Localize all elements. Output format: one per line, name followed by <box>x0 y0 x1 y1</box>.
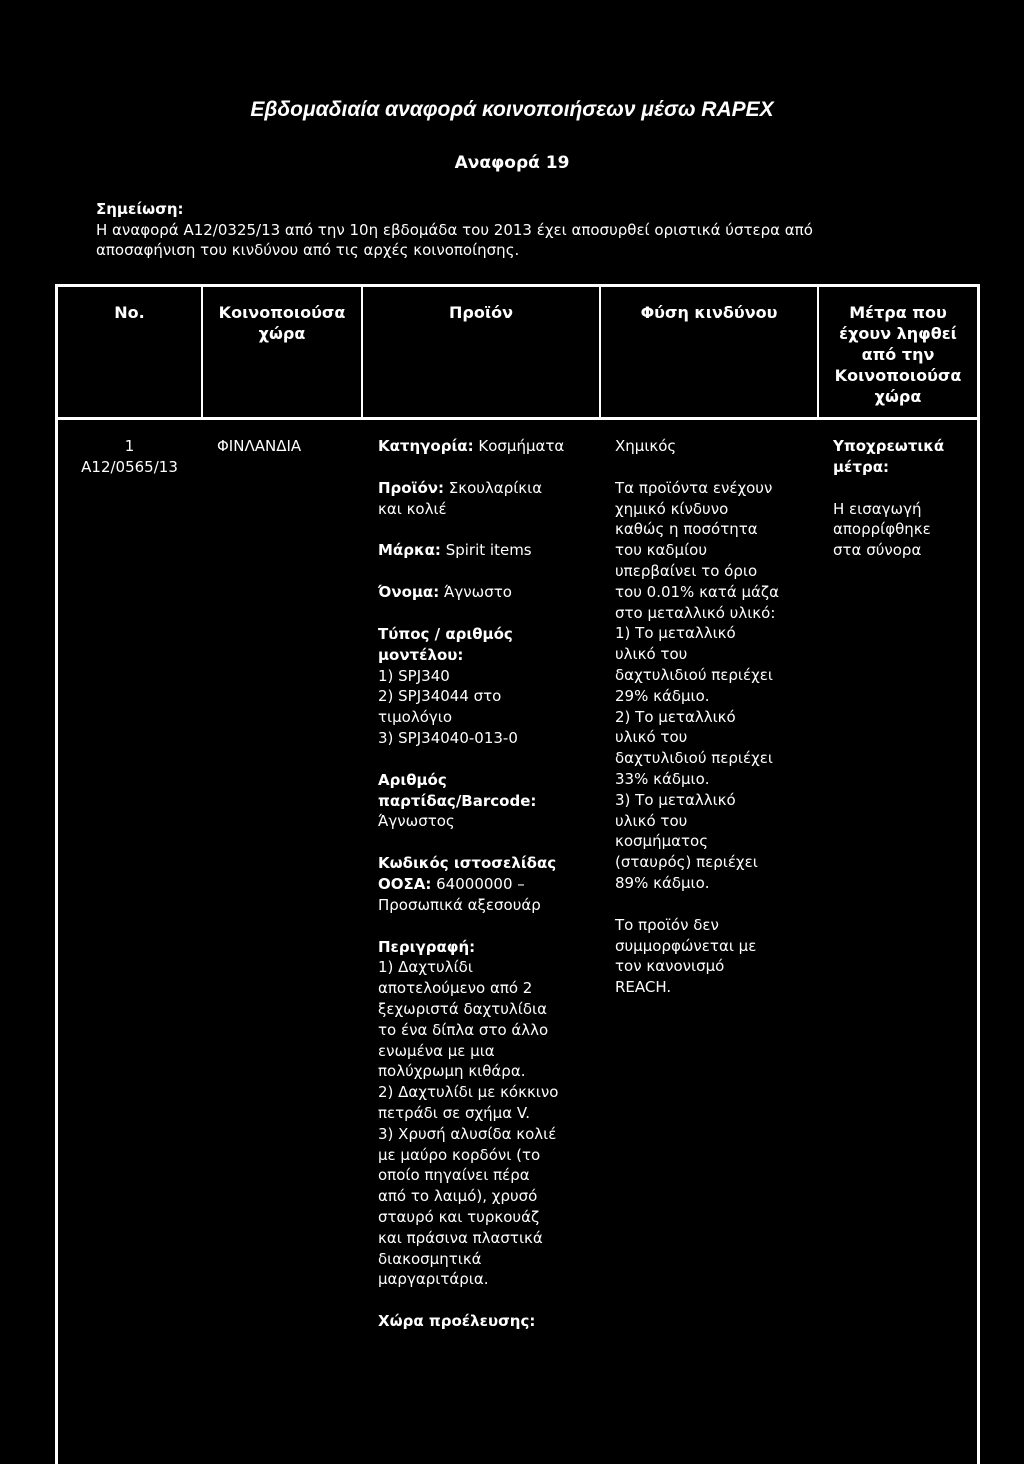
risk-line: κοσμήματος <box>615 832 709 851</box>
measures-label: μέτρα: <box>833 457 890 476</box>
header-measures-label: έχουν ληφθεί <box>839 324 957 343</box>
reach-line: συμμορφώνεται με <box>615 936 757 955</box>
risk-line: δαχτυλιδιού περιέχει <box>615 665 773 684</box>
note-line: αποσαφήνιση του κινδύνου από τις αρχές κοινοποίησης. <box>96 241 520 259</box>
reach-line: Το προϊόν δεν <box>615 915 719 934</box>
description-line: 1) Δαχτυλίδι <box>378 958 473 977</box>
risk-line: υλικό του <box>615 811 688 830</box>
row-number-cell <box>58 436 201 478</box>
description-line: 3) Χρυσή αλυσίδα κολιέ <box>378 1124 557 1143</box>
description-line: σταυρό και τυρκουάζ <box>378 1207 540 1226</box>
risk-line: του 0.01% κατά μάζα <box>615 582 779 601</box>
batch-value: Άγνωστος <box>378 812 455 831</box>
risk-line: δαχτυλιδιού περιέχει <box>615 749 773 768</box>
description-line: 2) Δαχτυλίδι με κόκκινο <box>378 1083 559 1102</box>
risk-line: 29% κάδμιο. <box>615 686 710 705</box>
risk-line: 1) Το μεταλλικό <box>615 624 736 643</box>
product-value: και κολιέ <box>378 499 447 518</box>
risk-line: Τα προϊόντα ενέχουν <box>615 478 773 497</box>
risk-line: χημικό κίνδυνο <box>615 499 729 518</box>
batch-label: Αριθμός <box>378 770 447 789</box>
name-value: Άγνωστο <box>444 583 512 602</box>
header-measures-label: από την <box>861 345 935 364</box>
description-line: πολύχρωμη κιθάρα. <box>378 1062 526 1081</box>
model-value: 3) SPJ34040-013-0 <box>378 728 518 747</box>
header-product <box>363 302 599 323</box>
description-line: μαργαριτάρια. <box>378 1270 489 1289</box>
measures-value: στα σύνορα <box>833 541 922 560</box>
header-measures-label: Μέτρα που <box>849 303 947 322</box>
note-line: Η αναφορά A12/0325/13 από την 10η εβδομάδα του 2013 έχει αποσυρθεί οριστικά ύστερα από <box>96 221 813 239</box>
name-label: Όνομα: <box>378 583 440 602</box>
header-measures-label: χώρα <box>874 387 922 406</box>
product-cell <box>378 436 564 1332</box>
description-label: Περιγραφή: <box>378 937 476 956</box>
note-label: Σημείωση: <box>96 200 184 218</box>
category-label: Κατηγορία: <box>378 437 474 455</box>
model-label: Τύπος / αριθμός <box>378 624 513 643</box>
risk-line: 3) Το μεταλλικό <box>615 790 736 809</box>
description-line: το ένα δίπλα στο άλλο <box>378 1020 549 1039</box>
description-line: από το λαιμό), χρυσό <box>378 1187 538 1206</box>
header-country-label: Κοινοποιούσα <box>218 303 346 322</box>
brand-value: Spirit items <box>445 541 532 560</box>
header-no <box>58 302 201 323</box>
reach-line: τον κανονισμό <box>615 957 725 976</box>
row-number: 1 <box>124 437 135 455</box>
product-label: Προϊόν: <box>378 478 444 497</box>
product-value: Σκουλαρίκια <box>448 478 543 497</box>
risk-line: 89% κάδμιο. <box>615 873 710 892</box>
description-line: ενωμένα με μια <box>378 1041 495 1060</box>
brand-label: Μάρκα: <box>378 541 441 560</box>
risk-line: καθώς η ποσότητα <box>615 520 758 539</box>
measures-cell <box>833 436 944 561</box>
model-value: τιμολόγιο <box>378 708 453 727</box>
model-value: 1) SPJ340 <box>378 666 450 685</box>
description-line: με μαύρο κορδόνι (το <box>378 1145 541 1164</box>
header-measures <box>819 302 977 407</box>
measures-label: Υποχρεωτικά <box>833 437 945 455</box>
header-no-label: No. <box>114 303 145 322</box>
risk-type: Χημικός <box>615 437 677 455</box>
risk-line: υπερβαίνει το όριο <box>615 561 758 580</box>
header-country <box>203 302 361 344</box>
header-risk-label: Φύση κινδύνου <box>640 303 778 322</box>
measures-value: Η εισαγωγή <box>833 499 922 518</box>
risk-line: του καδμίου <box>615 541 708 560</box>
header-risk <box>601 302 817 323</box>
report-title: Εβδομαδιαία αναφορά κοινοποιήσεων μέσω RAPEX <box>250 98 774 121</box>
description-line: και πράσινα πλαστικά <box>378 1228 543 1247</box>
risk-cell <box>615 436 779 998</box>
risk-line: 33% κάδμιο. <box>615 769 710 788</box>
header-measures-label: Κοινοποιούσα <box>834 366 962 385</box>
header-country-label: χώρα <box>258 324 306 343</box>
origin-label: Χώρα προέλευσης: <box>378 1312 536 1331</box>
category-value: Κοσμήματα <box>478 437 565 455</box>
model-value: 2) SPJ34044 στο <box>378 687 502 706</box>
risk-line: υλικό του <box>615 728 688 747</box>
oecd-label: Κωδικός ιστοσελίδας <box>378 854 557 873</box>
header-divider <box>55 417 980 420</box>
description-line: διακοσμητικά <box>378 1249 482 1268</box>
risk-line: (σταυρός) περιέχει <box>615 853 758 872</box>
risk-line: υλικό του <box>615 645 688 664</box>
report-number: Αναφορά 19 <box>454 153 570 173</box>
model-label: μοντέλου: <box>378 645 464 664</box>
description-line: αποτελούμενο από 2 <box>378 979 533 998</box>
row-reference: A12/0565/13 <box>81 457 178 476</box>
country-cell <box>217 436 301 457</box>
batch-label: παρτίδας/Barcode: <box>378 791 537 810</box>
description-line: ξεχωριστά δαχτυλίδια <box>378 999 548 1018</box>
description-line: οποίο πηγαίνει πέρα <box>378 1166 530 1185</box>
country-value: ΦΙΝΛΑΝΔΙΑ <box>217 437 302 455</box>
oecd-value: 64000000 – <box>436 874 525 893</box>
measures-value: απορρίφθηκε <box>833 520 931 539</box>
header-product-label: Προϊόν <box>449 303 513 322</box>
oecd-label: ΟΟΣΑ: <box>378 874 432 893</box>
note-text <box>96 220 946 260</box>
oecd-value: Προσωπικά αξεσουάρ <box>378 895 541 914</box>
risk-line: στο μεταλλικό υλικό: <box>615 603 776 622</box>
description-line: πετράδι σε σχήμα V. <box>378 1103 530 1122</box>
risk-line: 2) Το μεταλλικό <box>615 707 736 726</box>
reach-line: REACH. <box>615 978 672 997</box>
